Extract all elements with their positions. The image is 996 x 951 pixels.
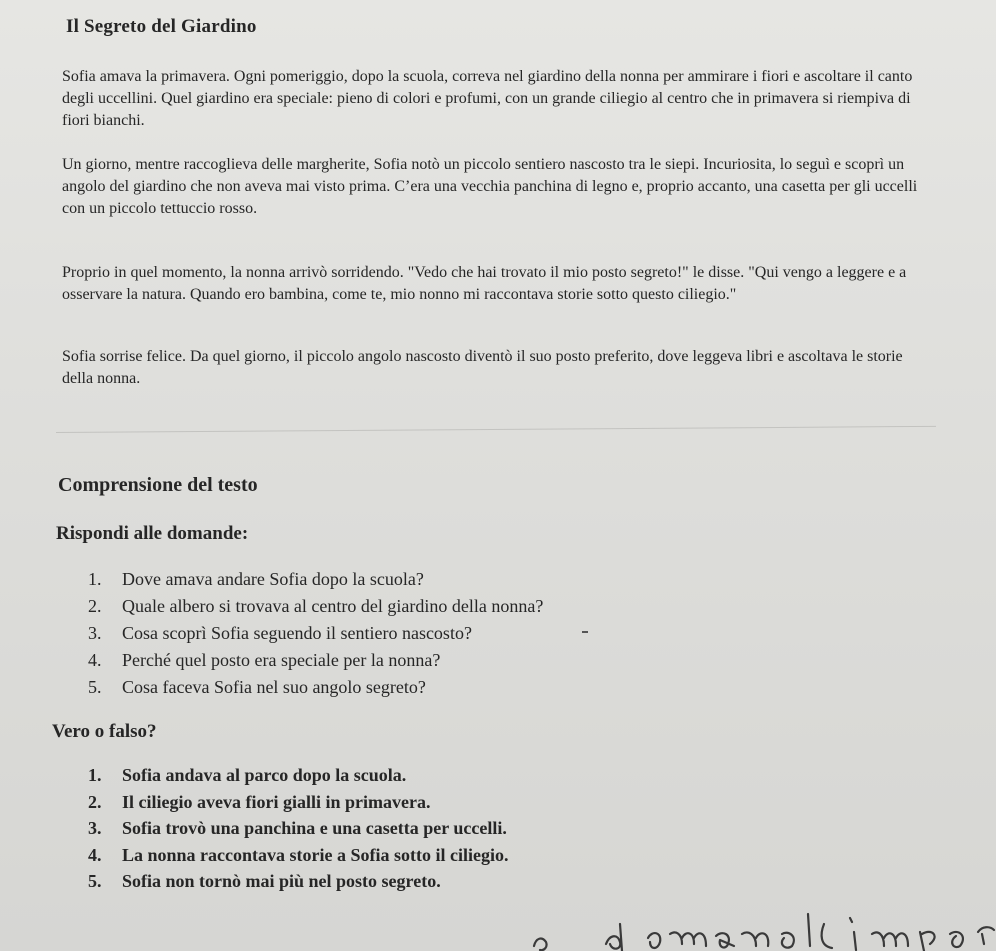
question-item <box>88 620 543 647</box>
statement-item <box>88 842 508 869</box>
paragraph-1: Sofia amava la primavera. Ogni pomeriggio, dopo la scuola, correva nel giardino della nonna per ammirare i fiori e ascoltare il canto degli uccellini. Quel giardino era speciale: pieno di colori e profumi, con un grande ciliegio al centro che in primavera si riempiva di fiori bianchi. <box>62 68 913 129</box>
question-item <box>88 566 543 593</box>
section-divider <box>56 426 936 433</box>
handwritten-scribble <box>520 894 996 951</box>
statement-number: 5. <box>88 871 102 891</box>
statement-item <box>88 762 508 789</box>
question-number: 4. <box>88 650 102 670</box>
question-number: 5. <box>88 677 102 697</box>
paragraph-2: Un giorno, mentre raccoglieva delle margherite, Sofia notò un piccolo sentiero nascosto tra le siepi. Incuriosita, lo seguì e scoprì un angolo del giardino che non aveva mai visto prima. C’era una vecchia panchina di legno e, proprio accanto, una casetta per gli uccelli con un piccolo tettuccio rosso. <box>62 156 918 217</box>
question-item <box>88 647 543 674</box>
statement-text: Il ciliegio aveva fiori gialli in primavera. <box>122 791 431 812</box>
true-false-heading: Vero o falso? <box>52 721 157 742</box>
statement-number: 1. <box>88 765 102 785</box>
statement-text: Sofia trovò una panchina e una casetta per uccelli. <box>122 818 507 838</box>
statement-text: Sofia andava al parco dopo la scuola. <box>122 765 407 785</box>
question-item <box>88 593 543 620</box>
story-title: Il Segreto del Giardino <box>66 16 257 37</box>
paragraph-3: Proprio in quel momento, la nonna arrivò sorridendo. "Vedo che hai trovato il mio posto segreto!" le disse. "Qui vengo a leggere e a osservare la natura. Quando ero bambina, come te, mio nonno mi raccontava storie sotto questo ciliegio." <box>62 264 907 303</box>
statement-text: Sofia non tornò mai più nel posto segreto. <box>122 871 441 891</box>
question-text: Cosa faceva Sofia nel suo angolo segreto? <box>122 677 426 697</box>
comprehension-title: Comprensione del testo <box>58 474 258 496</box>
paragraph-4: Sofia sorrise felice. Da quel giorno, il piccolo angolo nascosto diventò il suo posto preferito, dove leggeva libri e ascoltava le storie della nonna. <box>62 348 903 387</box>
question-text: Perché quel posto era speciale per la nonna? <box>122 650 441 670</box>
question-text: Dove amava andare Sofia dopo la scuola? <box>122 569 424 589</box>
statement-item <box>88 868 508 895</box>
question-number: 1. <box>88 569 102 589</box>
question-text: Quale albero si trovava al centro del giardino della nonna? <box>122 596 544 616</box>
statement-text: La nonna raccontava storie a Sofia sotto il ciliegio. <box>122 844 509 865</box>
statement-number: 2. <box>88 791 102 812</box>
statement-item <box>88 815 508 842</box>
statement-item <box>88 789 508 816</box>
question-text: Cosa scoprì Sofia seguendo il sentiero nascosto? <box>122 623 472 643</box>
true-false-list <box>88 762 508 895</box>
question-number: 3. <box>88 623 102 643</box>
questions-subheading: Rispondi alle domande: <box>56 523 249 544</box>
question-item <box>88 674 543 701</box>
statement-number: 4. <box>88 844 102 865</box>
questions-list <box>88 566 543 701</box>
pen-mark <box>582 631 588 633</box>
statement-number: 3. <box>88 818 102 838</box>
question-number: 2. <box>88 596 102 616</box>
